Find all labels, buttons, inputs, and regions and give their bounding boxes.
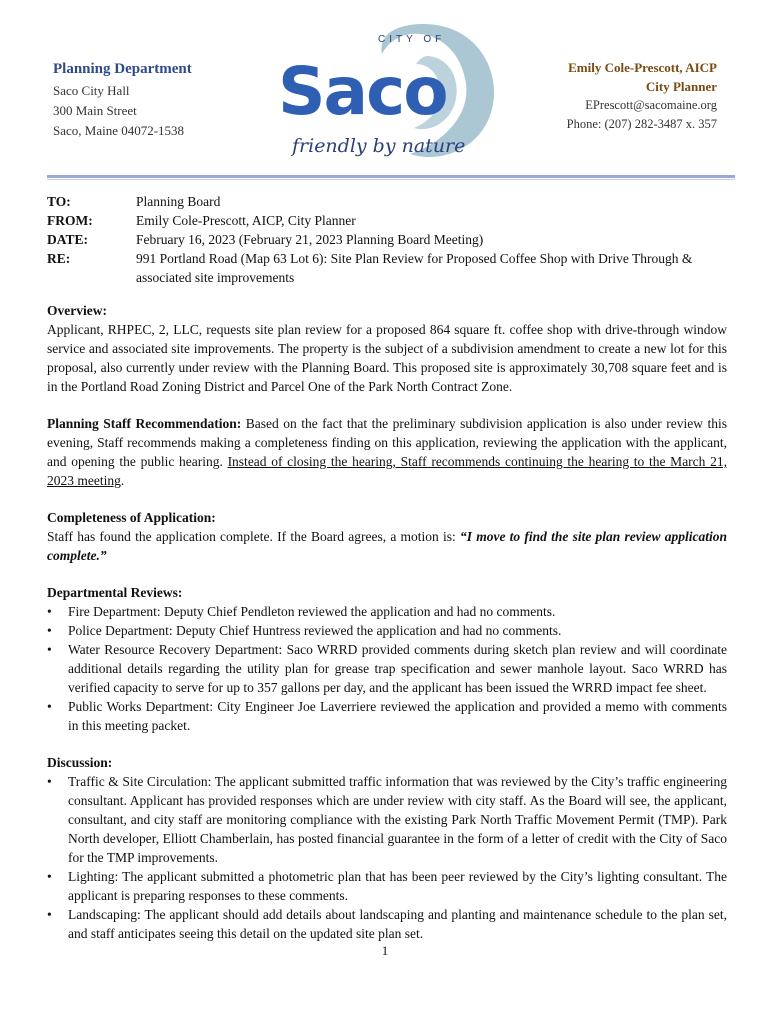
- completeness-section: [47, 508, 727, 565]
- memo-date: February 16, 2023 (February 21, 2023 Planning Board Meeting): [136, 232, 484, 247]
- completeness-heading: Completeness of Application:: [47, 510, 216, 525]
- header-divider-thin: [47, 179, 735, 180]
- list-item-text: Traffic & Site Circulation: The applicant submitted traffic information that was reviewed by the City’s traffic engineering consultant. Applicant has provided responses which are under review with city staff. As the Board will see, the applicant, consultant, and city staff are monitoring compliance with the existing Park North Traffic Movement Permit (TMP). Park North developer, Elliott Chamberlain, has posted financial guarantee in the form of a letter of credit with the City of Saco for the TMP improvements.: [68, 774, 727, 865]
- page-number: 1: [381, 943, 389, 958]
- departmental-heading: Departmental Reviews:: [47, 585, 183, 600]
- department-block: [53, 59, 192, 141]
- completeness-motion: “I move to find the site plan review application complete.”: [47, 529, 727, 563]
- list-item: [47, 621, 727, 640]
- department-address: [53, 81, 192, 141]
- planner-name: Emily Cole-Prescott, AICP: [568, 60, 717, 75]
- department-name: Planning Department: [53, 61, 192, 77]
- recommendation-text: Based on the fact that the preliminary subdivision application is also under review this evening, Staff recommends making a completeness finding on this application, reviewing the application with the applicant, and opening the public hearing.: [47, 416, 728, 469]
- bullet-icon: •: [47, 869, 52, 884]
- memo-header: [47, 192, 737, 287]
- memo-from: Emily Cole-Prescott, AICP, City Planner: [136, 213, 356, 228]
- saco-logo: [270, 14, 500, 166]
- list-item-text: Water Resource Recovery Department: Saco WRRD provided comments during sketch plan review and will coordinate additional details regarding the utility plan for grease trap specification and sewer manhole layout. Saco WRRD has verified capacity to serve for up to 357 gallons per day, and the applicant has been issued the WRRD impact fee sheet.: [68, 642, 727, 695]
- list-item: [47, 640, 727, 697]
- list-item-text: Fire Department: Deputy Chief Pendleton reviewed the application and had no comments.: [68, 604, 556, 619]
- departmental-section: [47, 583, 727, 735]
- bullet-icon: •: [47, 774, 52, 789]
- overview-heading: Overview:: [47, 303, 107, 318]
- list-item: [47, 602, 727, 621]
- recommendation-heading: Planning Staff Recommendation:: [47, 416, 242, 431]
- memo-to-row: [47, 192, 737, 211]
- planner-title: City Planner: [645, 79, 717, 94]
- planner-block: [567, 58, 717, 134]
- bullet-icon: •: [47, 699, 52, 714]
- address-line-2: 300 Main Street: [53, 103, 137, 118]
- logo-wordmark: Saco: [278, 53, 447, 130]
- logo-tagline: friendly by nature: [292, 135, 466, 157]
- list-item: [47, 697, 727, 735]
- completeness-paragraph: [47, 527, 727, 565]
- recommendation-paragraph: [47, 414, 727, 490]
- memo-to-label: TO:: [47, 194, 71, 209]
- recommendation-end: .: [120, 473, 125, 488]
- overview-text: Applicant, RHPEC, 2, LLC, requests site plan review for a proposed 864 square ft. coffee shop with drive-through window service and associated site improvements. The property is the subject of a subdivision amendment to create a new lot for this proposal, also currently under review with the Planning Board. This proposed site is approximately 30,708 square feet and is in the Portland Road Zoning District and Parcel One of the Park North Contract Zone.: [47, 322, 727, 394]
- list-item-text: Landscaping: The applicant should add details about landscaping and planting and maintenance schedule to the plan set, and staff anticipates seeing this detail on the updated site plan set.: [68, 907, 727, 941]
- completeness-text: Staff has found the application complete. If the Board agrees, a motion is:: [47, 529, 460, 544]
- departmental-list: [47, 602, 727, 735]
- header-divider: [47, 175, 735, 178]
- list-item: [47, 772, 727, 867]
- list-item: [47, 905, 727, 943]
- recommendation-underlined: Instead of closing the hearing, Staff recommends continuing the hearing to the March 21, 2023 meeting: [47, 454, 727, 488]
- bullet-icon: •: [47, 604, 52, 619]
- logo-city-of: CITY OF: [378, 34, 446, 45]
- bullet-icon: •: [47, 907, 52, 922]
- recommendation-section: [47, 414, 727, 490]
- memo-re: 991 Portland Road (Map 63 Lot 6): Site Plan Review for Proposed Coffee Shop with Drive Through & associated site improvements: [136, 251, 693, 285]
- address-line-1: Saco City Hall: [53, 83, 130, 98]
- discussion-section: [47, 753, 727, 943]
- memo-re-label: RE:: [47, 251, 71, 266]
- planner-email[interactable]: EPrescott@sacomaine.org: [585, 98, 717, 112]
- discussion-heading: Discussion:: [47, 755, 113, 770]
- planner-phone: Phone: (207) 282-3487 x. 357: [566, 117, 717, 131]
- memo-from-label: FROM:: [47, 213, 93, 228]
- list-item-text: Public Works Department: City Engineer Joe Laverriere reviewed the application and provided a memo with comments in this meeting packet.: [68, 699, 727, 733]
- bullet-icon: •: [47, 642, 52, 657]
- overview-section: [47, 301, 727, 396]
- memo-date-label: DATE:: [47, 232, 89, 247]
- bullet-icon: •: [47, 623, 52, 638]
- list-item: [47, 867, 727, 905]
- list-item-text: Lighting: The applicant submitted a photometric plan that has been peer reviewed by the City’s lighting consultant. The applicant is preparing responses to these comments.: [68, 869, 727, 903]
- memo-to: Planning Board: [136, 194, 221, 209]
- memo-date-row: [47, 230, 737, 249]
- discussion-list: [47, 772, 727, 943]
- list-item-text: Police Department: Deputy Chief Huntress reviewed the application and had no comments.: [68, 623, 562, 638]
- memo-body: [47, 301, 727, 961]
- address-line-3: Saco, Maine 04072-1538: [53, 123, 185, 138]
- memo-from-row: [47, 211, 737, 230]
- memo-re-row: [47, 249, 737, 287]
